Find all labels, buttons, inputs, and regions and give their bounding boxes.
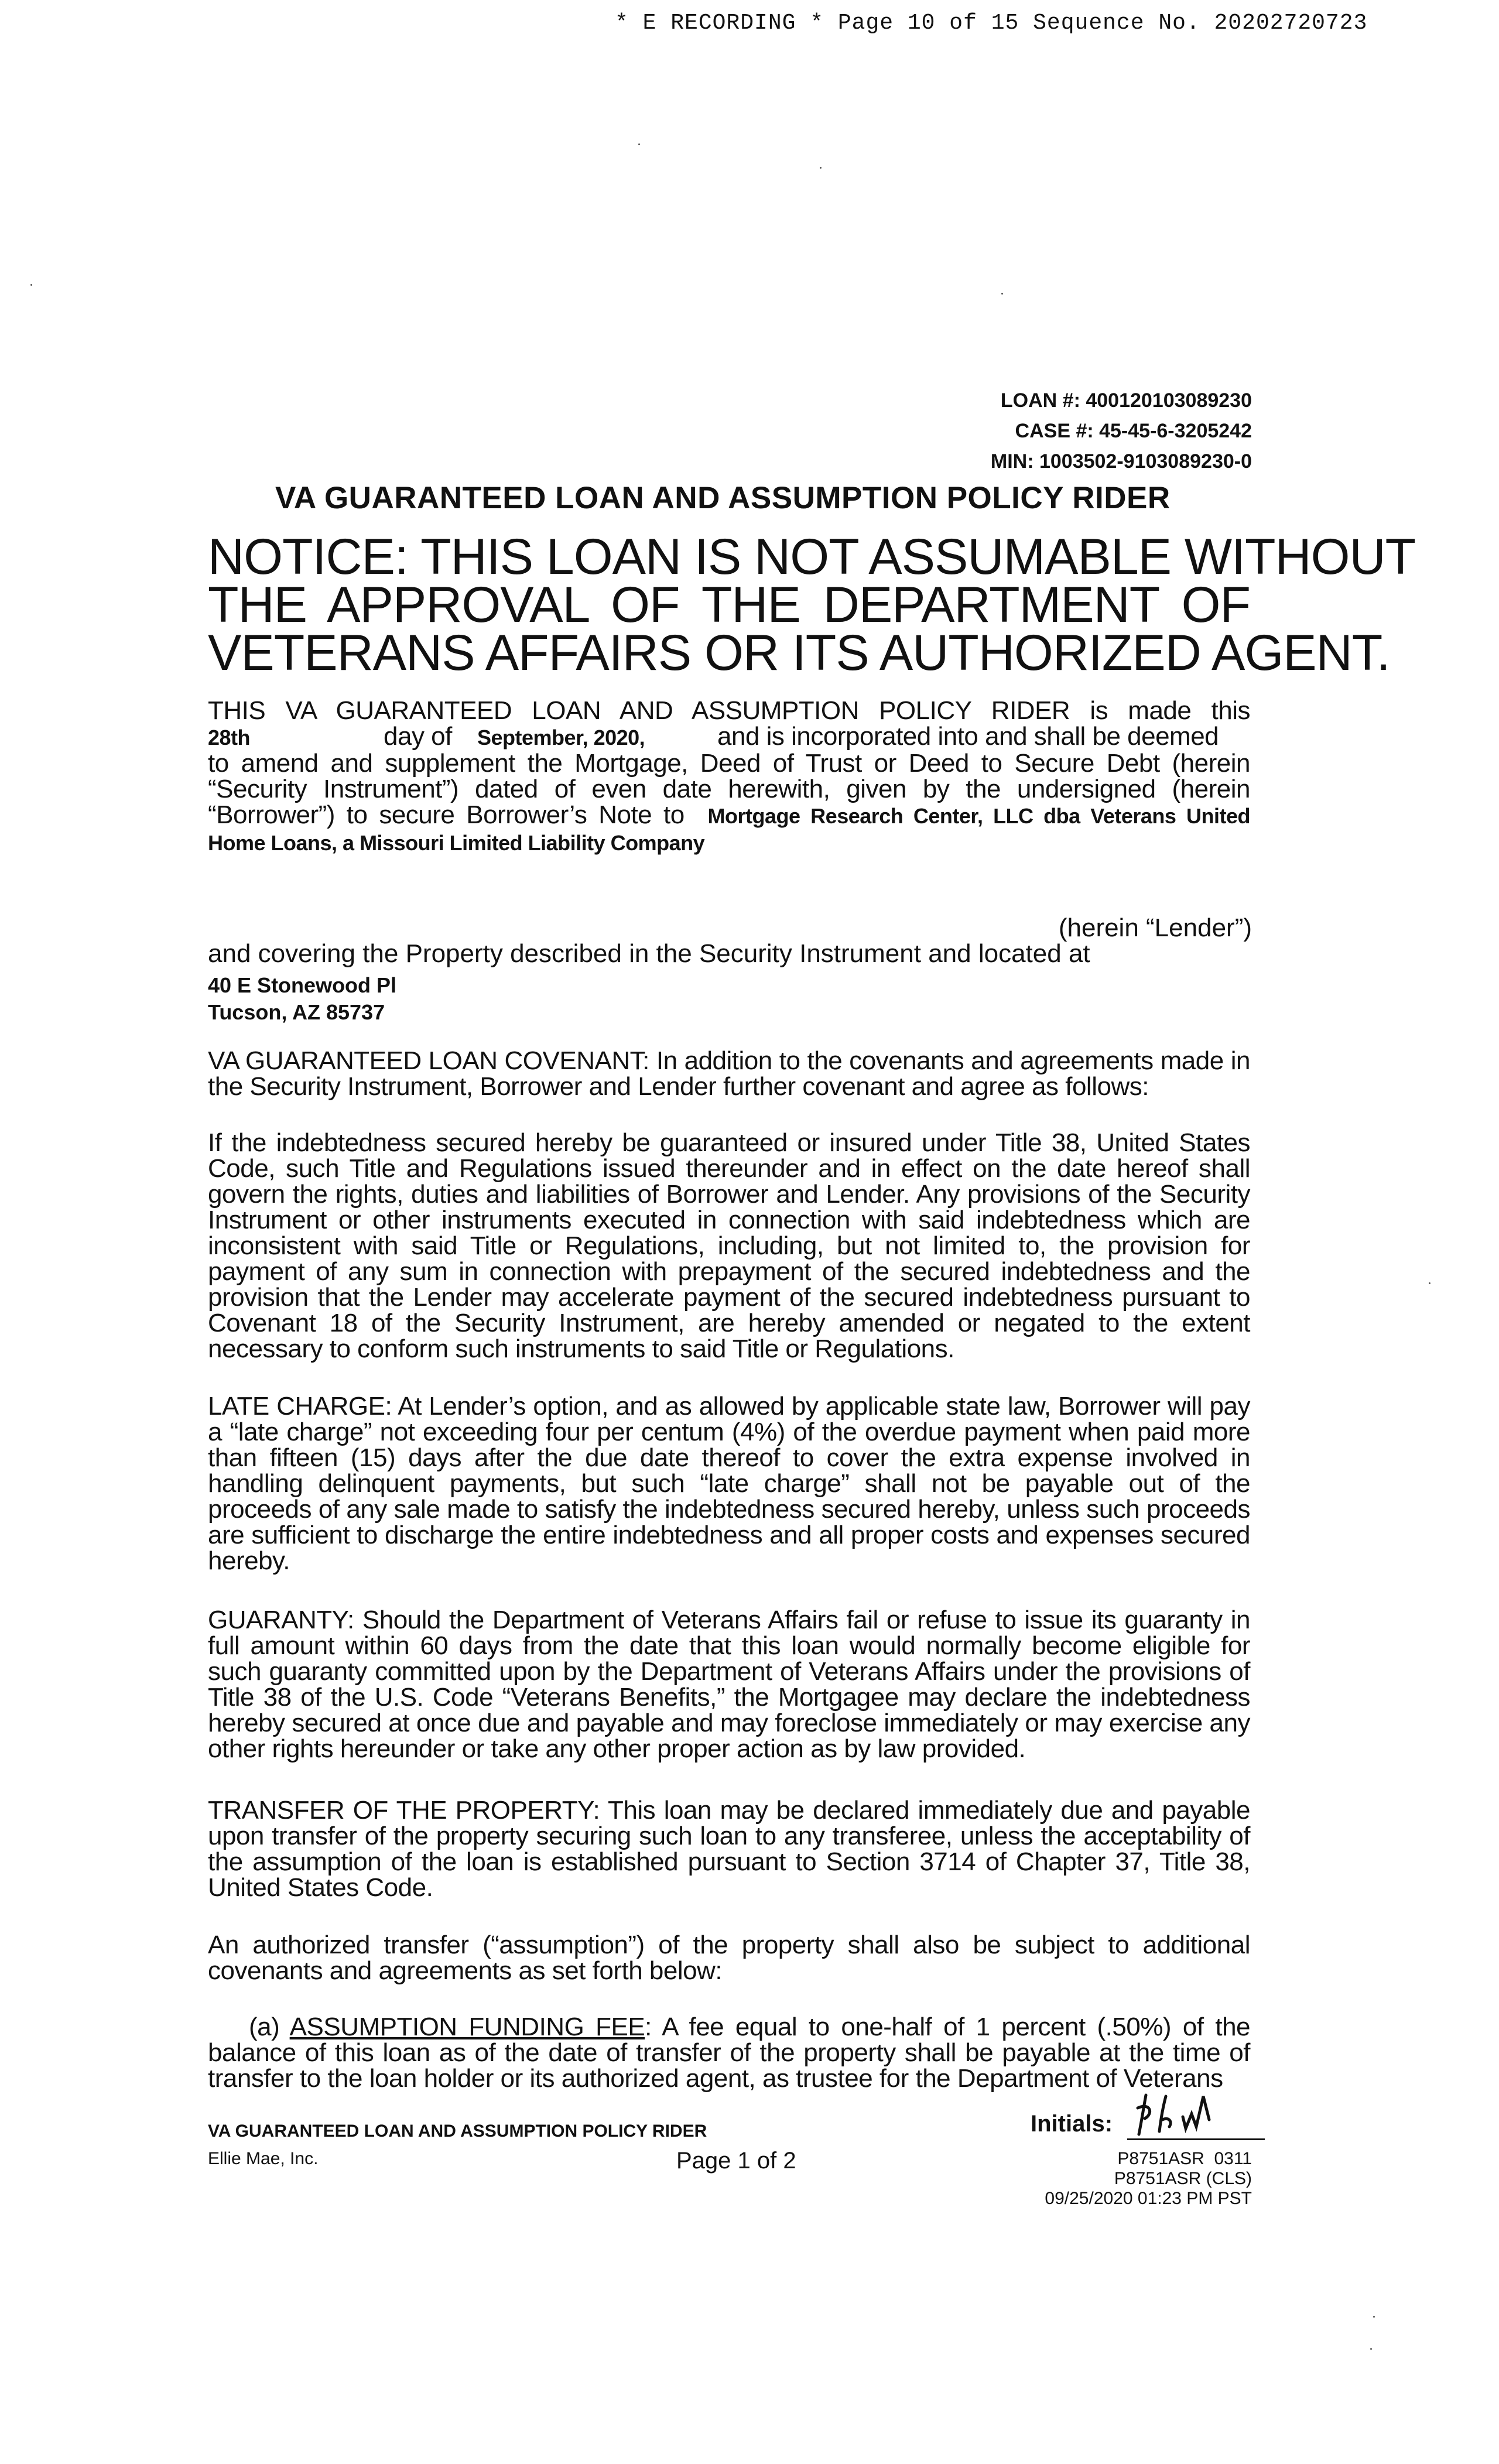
intro-day-of: day of: [384, 722, 452, 751]
covering-text: and covering the Property described in the Security Instrument and located at: [208, 939, 1090, 968]
footer-company: Ellie Mae, Inc.: [208, 2149, 319, 2168]
scan-speck: [638, 143, 640, 145]
intro-lender-name: Mortgage Research Center, LLC dba Veterans United Home Loans, a Missouri Limited Liability Company: [208, 804, 1251, 855]
page-number: Page 1 of 2: [676, 2148, 796, 2174]
covenant-paragraph: VA GUARANTEED LOAN COVENANT: In addition to the covenants and agreements made in the Security Instrument, Borrower and Lender further covenant and agree as follows:: [208, 1046, 1250, 1101]
intro-date: September, 2020,: [477, 725, 645, 750]
scan-speck: [1370, 2348, 1372, 2350]
fee-body: : A fee equal to one-half of 1 percent (.50%) of the balance of this loan as of the date of transfer of the property shall be payable at the time of transfer to the loan holder or its authorized agent, as trustee for the Department of Veterans: [208, 2013, 1251, 2093]
notice-block: [208, 529, 1416, 681]
form-codes: [1045, 2149, 1252, 2209]
late-charge-paragraph: LATE CHARGE: At Lender’s option, and as allowed by applicable state law, Borrower will pay a “late charge” not exceeding four per centum (4%) of the overdue payment when paid more than fifteen (15) days after the due date thereof to cover the extra expense involved in handling delinquent payments, but such “late charge” shall not be payable out of the proceeds of any sale made to satisfy the indebtedness secured hereby, unless such proceeds are sufficient to discharge the entire indebtedness and all proper costs and expenses secured hereby.: [208, 1392, 1250, 1575]
lender-note: (herein “Lender”): [1058, 913, 1252, 942]
notice-line-2: THE APPROVAL OF THE DEPARTMENT OF: [208, 577, 1250, 633]
case-number: CASE #: 45-45-6-3205242: [1015, 420, 1252, 442]
title38-paragraph: If the indebtedness secured hereby be guaranteed or insured under Title 38, United States Code, such Title and Regulations issued thereunder and in effect on the date hereof shall govern the rights, duties and liabilities of Borrower and Lender. Any provisions of the Security Instrument or other instruments executed in connection with said indebtedness which are inconsistent with said Title or Regulations, including, but not limited to, the provision for payment of any sum in connection with prepayment of the secured indebtedness and the provision that the Lender may accelerate payment of the secured indebtedness pursuant to Covenant 18 of the Security Instrument, are hereby amended or negated to the extent necessary to conform such instruments to said Title or Regulations.: [208, 1128, 1250, 1363]
footer-title: VA GUARANTEED LOAN AND ASSUMPTION POLICY RIDER: [208, 2121, 707, 2141]
authorized-transfer-paragraph: An authorized transfer (“assumption”) of the property shall also be subject to additional covenants and agreements as set forth below:: [208, 1931, 1250, 1985]
intro-line-1: THIS VA GUARANTEED LOAN AND ASSUMPTION POLICY RIDER is made this: [208, 696, 1250, 725]
scan-speck: [820, 167, 822, 169]
funding-fee-paragraph: [208, 2014, 1250, 2092]
intro-paragraph: [208, 698, 1250, 856]
transfer-paragraph: TRANSFER OF THE PROPERTY: This loan may be declared immediately due and payable upon transfer of the property securing such loan to any transferee, unless the acceptability of the assumption of the loan is established pursuant to Section 3714 of Chapter 37, Title 38, United States Code.: [208, 1796, 1250, 1902]
initials-line: [1127, 2138, 1265, 2140]
address-line-2: Tucson, AZ 85737: [208, 1000, 385, 1024]
scan-speck: [30, 284, 32, 286]
fee-prefix: (a): [249, 2013, 280, 2041]
address-line-1: 40 E Stonewood Pl: [208, 973, 397, 997]
loan-identifiers: [991, 385, 1252, 477]
property-address: [208, 972, 396, 1026]
scan-speck: [1429, 1282, 1430, 1284]
intro-day: 28th: [208, 725, 251, 750]
intro-line-2-tail: and is incorporated into and shall be deemed: [717, 722, 1219, 751]
form-timestamp: 09/25/2020 01:23 PM PST: [1045, 2189, 1252, 2208]
initials-label: Initials:: [1031, 2111, 1113, 2137]
notice-line-3: VETERANS AFFAIRS OR ITS AUTHORIZED AGENT.: [208, 625, 1390, 681]
fee-heading: ASSUMPTION FUNDING FEE: [289, 2013, 645, 2041]
guaranty-paragraph: GUARANTY: Should the Department of Veterans Affairs fail or refuse to issue its guaranty in full amount within 60 days from the date that this loan would normally become eligible for such guaranty committed upon by the Department of Veterans Affairs under the provisions of Title 38 of the U.S. Code “Veterans Benefits,” the Mortgagee may declare the indebtedness hereby secured at once due and payable and may foreclose immediately or may exercise any other rights hereunder or take any other proper action as by law provided.: [208, 1606, 1250, 1763]
recording-header: * E RECORDING * Page 10 of 15 Sequence No. 20202720723: [615, 11, 1368, 36]
rider-title: VA GUARANTEED LOAN AND ASSUMPTION POLICY RIDER: [275, 481, 1171, 515]
form-code-2: P8751ASR (CLS): [1114, 2169, 1252, 2188]
loan-number: LOAN #: 400120103089230: [1000, 389, 1252, 412]
intro-body: to amend and supplement the Mortgage, Deed of Trust or Deed to Secure Debt (herein “Security Instrument”) dated of even date herewith, given by the undersigned (herein “Borrower”) to secure Borrower’s Note to: [208, 749, 1250, 829]
scan-speck: [1001, 293, 1003, 295]
intro-line-2: [208, 724, 1250, 751]
min-number: MIN: 1003502-9103089230-0: [990, 450, 1252, 473]
notice-line-1: NOTICE: THIS LOAN IS NOT ASSUMABLE WITHOUT: [208, 529, 1416, 585]
form-code-1: P8751ASR 0311: [1117, 2149, 1252, 2168]
scan-speck: [1373, 2316, 1375, 2318]
intro-body-wrap: [208, 751, 1250, 856]
initials-signature: [1127, 2085, 1262, 2143]
